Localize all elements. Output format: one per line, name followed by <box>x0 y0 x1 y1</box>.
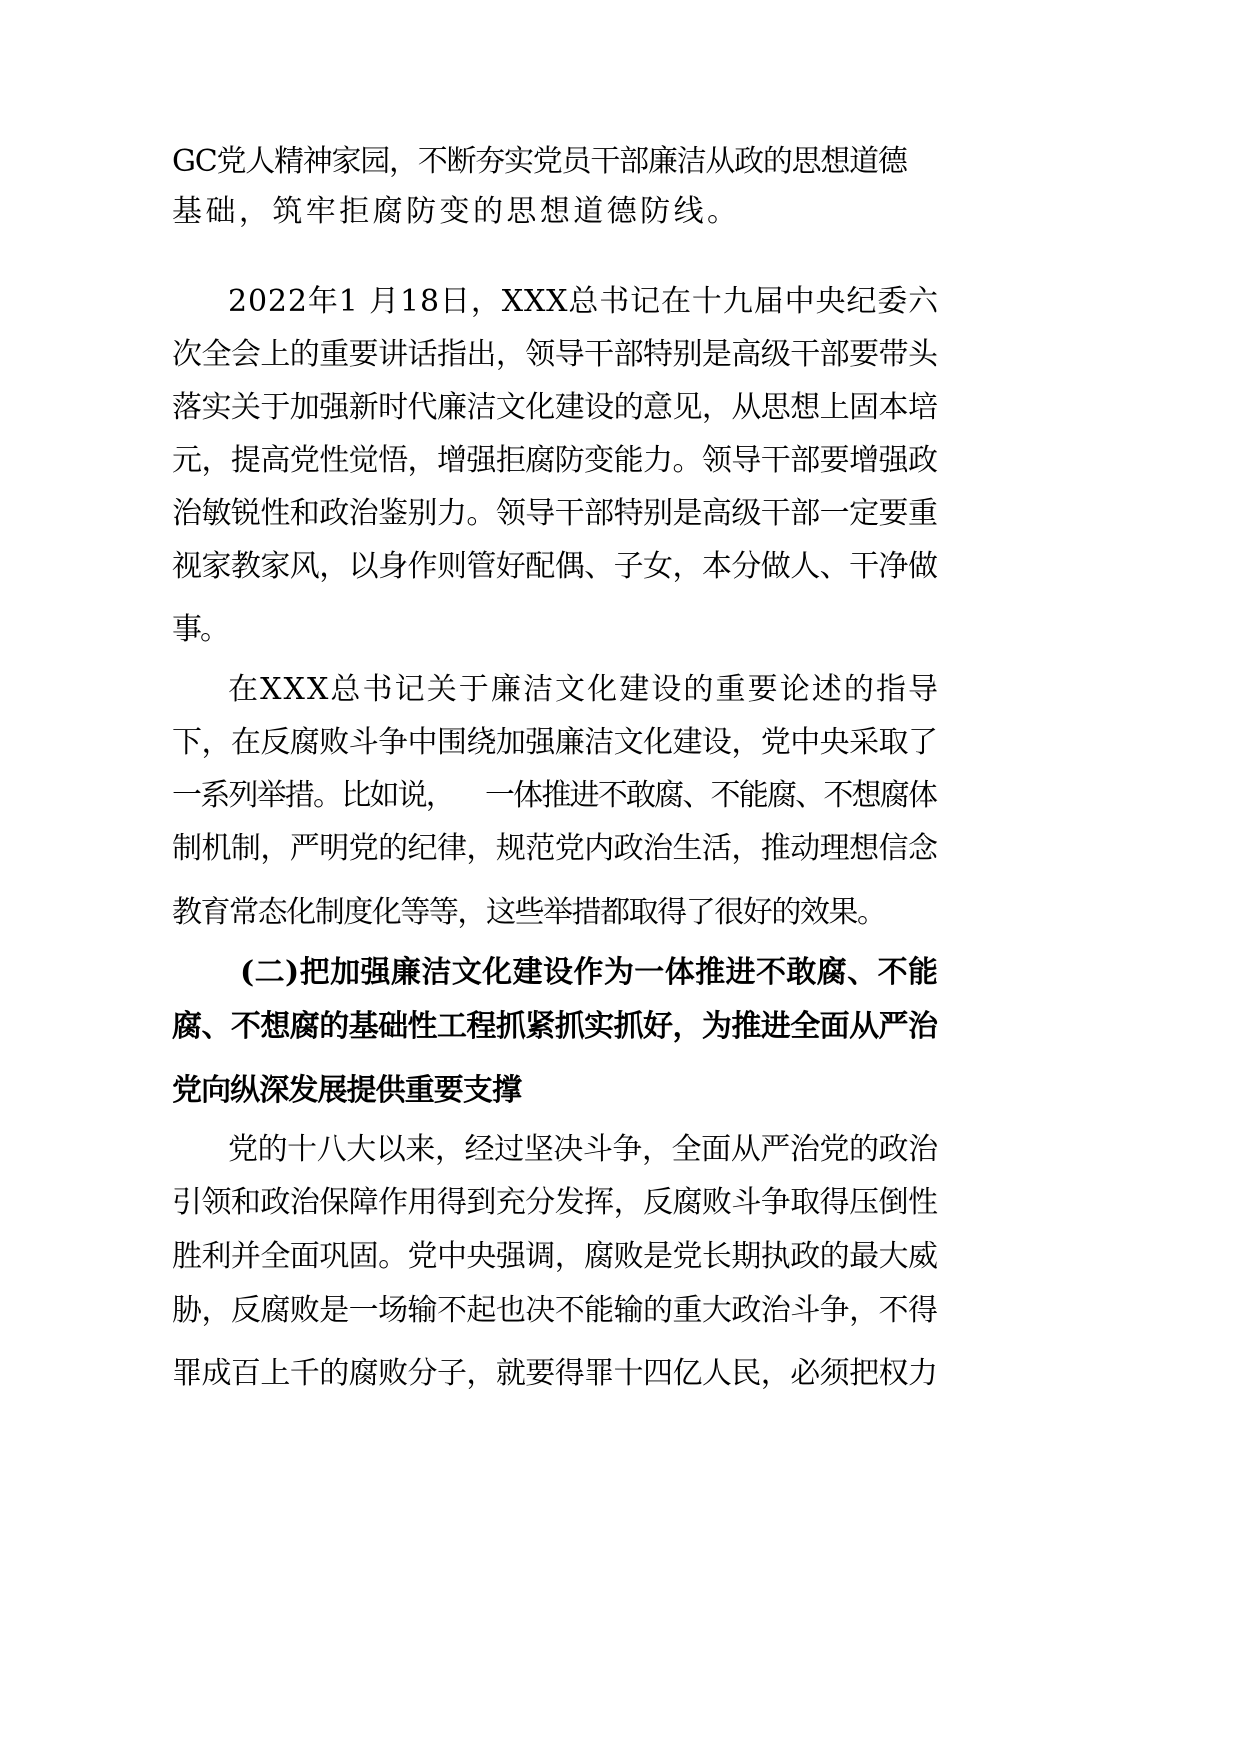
line-text: GC党人精神家园，不断夯实党员干部廉洁从政的思想道德 <box>172 144 907 179</box>
line-text: 治敏锐性和政治鉴别力。领导干部特别是高级干部一定要重 <box>172 496 938 531</box>
line-text: 2022年1 月18日，XXX总书记在十九届中央纪委六 <box>228 284 939 319</box>
line-text: 落实关于加强新时代廉洁文化建设的意见，从思想上固本培 <box>172 390 938 425</box>
text-line <box>0 1291 1240 1331</box>
text-line <box>0 776 1240 816</box>
section-heading-text: 党向纵深发展提供重要支撑 <box>172 1073 522 1108</box>
line-text: 基础，筑牢拒腐防变的思想道德防线。 <box>172 194 741 229</box>
line-text: 视家教家风，以身作则管好配偶、子女，本分做人、干净做 <box>172 549 938 584</box>
text-line <box>0 893 1240 933</box>
text-line <box>0 282 1240 322</box>
section-heading-line <box>0 953 1240 993</box>
line-text: 胜利并全面巩固。党中央强调，腐败是党长期执政的最大威 <box>172 1239 938 1274</box>
text-line <box>0 494 1240 534</box>
text-line <box>0 547 1240 587</box>
line-text: 胁，反腐败是一场输不起也决不能输的重大政治斗争，不得 <box>172 1293 938 1328</box>
section-heading-line <box>0 1071 1240 1111</box>
line-text: 事。 <box>172 612 228 647</box>
text-line <box>0 142 1240 182</box>
section-heading-text: (二)把加强廉洁文化建设作为一体推进不敢腐、不能 <box>240 955 939 990</box>
text-line <box>0 192 1240 232</box>
line-text: 元，提高党性觉悟，增强拒腐防变能力。领导干部要增强政 <box>172 443 938 478</box>
line-text: 在XXX总书记关于廉洁文化建设的重要论述的指导 <box>228 672 941 707</box>
text-line <box>0 441 1240 481</box>
line-text: 党的十八大以来，经过坚决斗争，全面从严治党的政治 <box>228 1132 938 1167</box>
text-line <box>0 1183 1240 1223</box>
text-line <box>0 335 1240 375</box>
text-line <box>0 829 1240 869</box>
text-line <box>0 610 1240 650</box>
line-text: 引领和政治保障作用得到充分发挥，反腐败斗争取得压倒性 <box>172 1185 938 1220</box>
line-text: 次全会上的重要讲话指出，领导干部特别是高级干部要带头 <box>172 337 938 372</box>
text-line <box>0 1130 1240 1170</box>
line-text: 罪成百上千的腐败分子，就要得罪十四亿人民，必须把权力 <box>172 1356 938 1391</box>
section-heading-line <box>0 1007 1240 1047</box>
line-text: 教育常态化制度化等等，这些举措都取得了很好的效果。 <box>172 895 886 930</box>
section-heading-text: 腐、不想腐的基础性工程抓紧抓实抓好，为推进全面从严治 <box>172 1009 938 1044</box>
text-line <box>0 723 1240 763</box>
line-text: 下，在反腐败斗争中围绕加强廉洁文化建设，党中央采取了 <box>172 725 938 760</box>
text-line <box>0 1237 1240 1277</box>
line-text: 一系列举措。比如说， 一体推进不敢腐、不能腐、不想腐体 <box>172 778 937 813</box>
text-line <box>0 670 1240 710</box>
text-line <box>0 388 1240 428</box>
text-line <box>0 1354 1240 1394</box>
line-text: 制机制，严明党的纪律，规范党内政治生活，推动理想信念 <box>172 831 938 866</box>
